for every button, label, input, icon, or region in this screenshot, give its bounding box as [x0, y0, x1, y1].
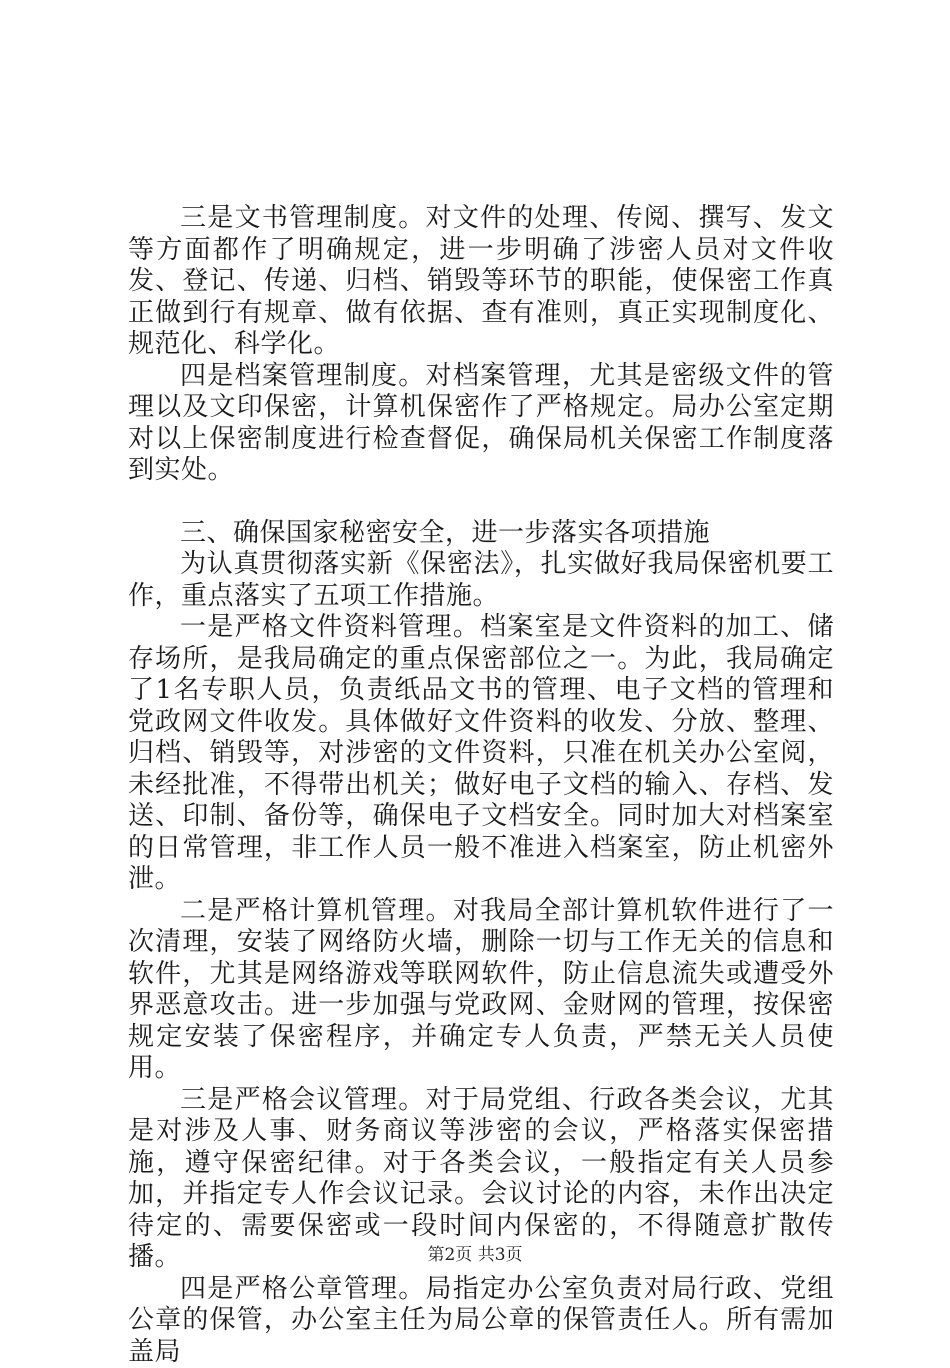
document-body: [128, 203, 834, 1368]
section-heading: 三、确保国家秘密安全，进一步落实各项措施: [128, 518, 834, 550]
paragraph-seal-management: 四是严格公章管理。局指定办公室负责对局行政、党组公章的保管，办公室主任为局公章的保管责任人。所有需加盖局: [128, 1274, 834, 1368]
paragraph-computer-management: 二是严格计算机管理。对我局全部计算机软件进行了一次清理，安装了网络防火墙，删除一切与工作无关的信息和软件，尤其是网络游戏等联网软件，防止信息流失或遭受外界恶意攻击。进一步加强与党政网、金财网的管理，按保密规定安装了保密程序，并确定专人负责，严禁无关人员使用。: [128, 896, 834, 1085]
paragraph-gap: [128, 487, 834, 518]
paragraph-intro-measures: 为认真贯彻落实新《保密法》，扎实做好我局保密机要工作，重点落实了五项工作措施。: [128, 549, 834, 612]
paragraph-meeting-management: 三是严格会议管理。对于局党组、行政各类会议，尤其是对涉及人事、财务商议等涉密的会议，严格落实保密措施，遵守保密纪律。对于各类会议，一般指定有关人员参加，并指定专人作会议记录。会议讨论的内容，未作出决定待定的、需要保密或一段时间内保密的，不得随意扩散传播。: [128, 1085, 834, 1274]
paragraph-file-management: 一是严格文件资料管理。档案室是文件资料的加工、储存场所，是我局确定的重点保密部位之一。为此，我局确定了1名专职人员，负责纸品文书的管理、电子文档的管理和党政网文件收发。具体做好文件资料的收发、分放、整理、归档、销毁等，对涉密的文件资料，只准在机关办公室阅，未经批准，不得带出机关；做好电子文档的输入、存档、发送、印制、备份等，确保电子文档安全。同时加大对档案室的日常管理，非工作人员一般不准进入档案室，防止机密外泄。: [128, 612, 834, 896]
page-number-footer: 第2页 共3页: [0, 1245, 950, 1265]
paragraph-document-management: 三是文书管理制度。对文件的处理、传阅、撰写、发文等方面都作了明确规定，进一步明确了涉密人员对文件收发、登记、传递、归档、销毁等环节的职能，使保密工作真正做到行有规章、做有依据、查有准则，真正实现制度化、规范化、科学化。: [128, 203, 834, 361]
paragraph-archive-management: 四是档案管理制度。对档案管理，尤其是密级文件的管理以及文印保密，计算机保密作了严格规定。局办公室定期对以上保密制度进行检查督促，确保局机关保密工作制度落到实处。: [128, 361, 834, 487]
